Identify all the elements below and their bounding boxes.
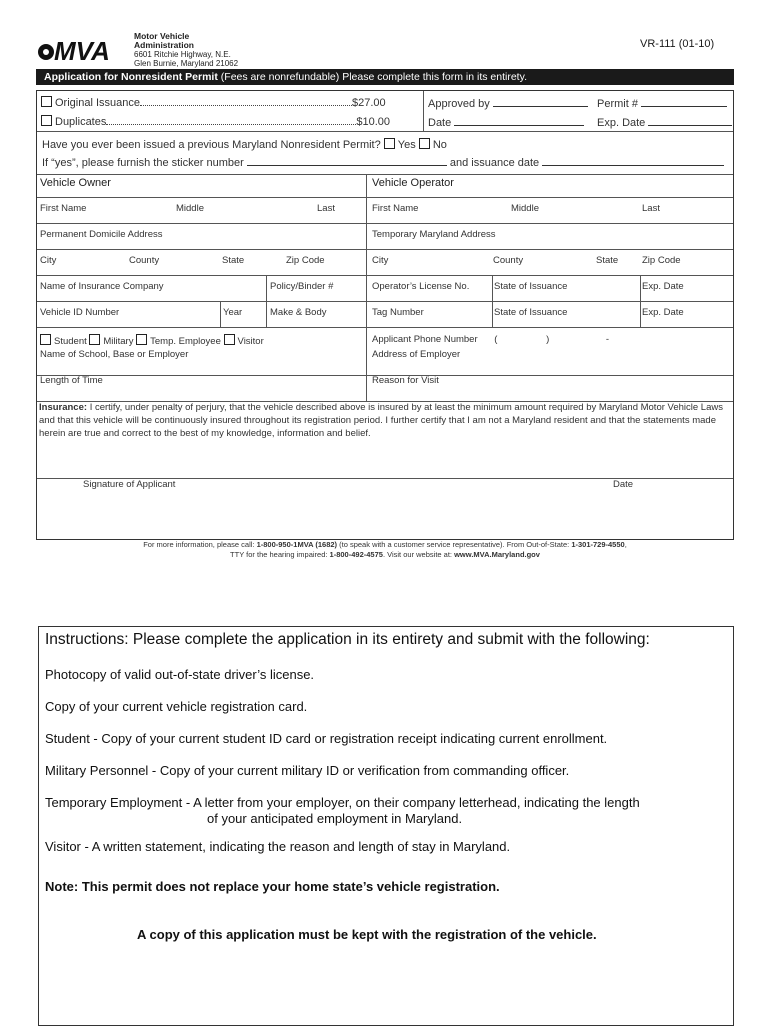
contact-footnote: For more information, please call: 1-800-950-1MVA (1682) (to speak with a customer service representative). From Out-of-State: 1-301-729-4550, TTY for the hearing impaired: 1-800-492-4575. Visit our website at: www.MVA.Maryland.gov: [143, 540, 627, 559]
org-address-2: Glen Burnie, Maryland 21062: [134, 59, 239, 68]
vehicle-operator-heading: Vehicle Operator: [372, 177, 454, 189]
owner-middle-name[interactable]: Middle: [176, 203, 204, 214]
duplicates-fee: $10.00: [356, 116, 391, 128]
operator-zip[interactable]: Zip Code: [642, 255, 681, 266]
operator-temp-address[interactable]: Temporary Maryland Address: [372, 229, 496, 240]
signature-field[interactable]: Signature of Applicant: [83, 479, 176, 490]
website-link[interactable]: www.MVA.Maryland.gov: [454, 550, 540, 559]
operator-county[interactable]: County: [493, 255, 524, 266]
operator-first-name[interactable]: First Name: [372, 203, 419, 214]
instr-temp-employment: Temporary Employment - A letter from your employer, on their company letterhead, indicating the length: [45, 795, 640, 810]
yes-checkbox[interactable]: [384, 138, 395, 149]
vehicle-owner-heading: Vehicle Owner: [40, 177, 111, 189]
vehicle-year[interactable]: Year: [223, 307, 243, 318]
instr-visitor: Visitor - A written statement, indicating the reason and length of stay in Maryland.: [45, 839, 511, 854]
length-of-time[interactable]: Length of Time: [40, 375, 103, 386]
owner-last-name[interactable]: Last: [317, 203, 335, 214]
original-issuance-option[interactable]: [41, 96, 386, 109]
org-address-1: 6601 Ritchie Highway, N.E.: [134, 50, 231, 59]
original-checkbox[interactable]: [41, 96, 52, 107]
insurance-company[interactable]: Name of Insurance Company: [40, 281, 164, 292]
signature-date[interactable]: Date: [613, 479, 634, 490]
org-name: Motor Vehicle Administration: [134, 31, 194, 50]
temp-employee-checkbox[interactable]: [136, 334, 147, 345]
operator-middle-name[interactable]: Middle: [511, 203, 539, 214]
owner-county[interactable]: County: [129, 255, 160, 266]
phone-tty: 1-800-492-4575: [329, 550, 383, 559]
mva-logo: [36, 36, 132, 64]
license-exp-date[interactable]: Exp. Date: [642, 281, 684, 292]
tag-exp-date[interactable]: Exp. Date: [642, 307, 684, 318]
operator-license-no[interactable]: Operator’s License No.: [372, 281, 470, 292]
title-rest: (Fees are nonrefundable) Please complete this form in its entirety.: [220, 71, 527, 83]
student-checkbox[interactable]: [40, 334, 51, 345]
duplicates-checkbox[interactable]: [41, 115, 52, 126]
owner-city[interactable]: City: [40, 255, 57, 266]
form-number: VR-111 (01-10): [640, 38, 715, 50]
license-state-issuance[interactable]: State of Issuance: [494, 281, 568, 292]
instr-student: Student - Copy of your current student ID card or registration receipt indicating current enrollment.: [45, 731, 608, 746]
tag-state-issuance[interactable]: State of Issuance: [494, 307, 568, 318]
duplicates-label: Duplicates: [55, 116, 107, 128]
duplicates-option[interactable]: [41, 115, 390, 128]
employer-address[interactable]: Address of Employer: [372, 349, 461, 360]
owner-first-name[interactable]: First Name: [40, 203, 87, 214]
insurance-label: Insurance:: [39, 402, 88, 413]
owner-zip[interactable]: Zip Code: [286, 255, 325, 266]
permit-number-field[interactable]: Permit #: [597, 97, 727, 110]
visitor-checkbox[interactable]: [224, 334, 235, 345]
vehicle-id-number[interactable]: Vehicle ID Number: [40, 307, 120, 318]
tag-number[interactable]: Tag Number: [372, 307, 424, 318]
office-exp-date-field[interactable]: Exp. Date: [597, 116, 732, 129]
original-fee: $27.00: [352, 97, 386, 109]
make-body[interactable]: Make & Body: [270, 307, 327, 318]
operator-city[interactable]: City: [372, 255, 389, 266]
instr-license: Photocopy of valid out-of-state driver’s license.: [45, 667, 315, 682]
applicant-phone[interactable]: Applicant Phone Number ( ) -: [372, 334, 610, 345]
instructions-box: [38, 626, 734, 1026]
org-block: [134, 32, 246, 68]
approved-by-field[interactable]: Approved by: [428, 97, 588, 110]
phone-main: 1-800-950-1MVA (1682): [256, 540, 338, 549]
sticker-number-field[interactable]: If “yes”, please furnish the sticker number and issuance date: [42, 156, 724, 169]
title-bold: Application for Nonresident Permit: [44, 71, 218, 83]
original-label: Original Issuance: [55, 97, 140, 109]
office-date-field[interactable]: Date: [428, 116, 584, 129]
category-options: Student Military Temp. Employee Visitor: [40, 334, 264, 347]
school-base-employer[interactable]: Name of School, Base or Employer: [40, 349, 189, 360]
instr-note: Note: This permit does not replace your home state’s vehicle registration.: [45, 879, 500, 894]
phone-out-of-state: 1-301-729-4550: [571, 540, 625, 549]
mva-header: [36, 31, 246, 68]
insurance-certification: [39, 401, 733, 440]
instr-copy-notice: A copy of this application must be kept with the registration of the vehicle.: [137, 927, 597, 942]
previous-permit-question: Have you ever been issued a previous Maryland Nonresident Permit? Yes No: [42, 139, 447, 151]
insurance-text: I certify, under penalty of perjury, that the vehicle described above is insured by at least the minimum amount required by Maryland Motor Vehicle Laws and that this vehicle will be continuously insured throughout its registration period. I further certify that I am not a Maryland resident and that the statements made herein are true and correct to the best of my knowledge, information and belief.: [39, 402, 723, 439]
title-bar: [36, 69, 734, 85]
instructions-title: Instructions: Please complete the application in its entirety and submit with the following:: [45, 631, 650, 648]
policy-binder[interactable]: Policy/Binder #: [270, 281, 334, 292]
instr-registration: Copy of your current vehicle registration card.: [45, 699, 308, 714]
no-checkbox[interactable]: [419, 138, 430, 149]
owner-state[interactable]: State: [222, 255, 245, 266]
operator-state[interactable]: State: [596, 255, 619, 266]
instr-temp-employment-2: of your anticipated employment in Maryland.: [207, 811, 463, 826]
operator-last-name[interactable]: Last: [642, 203, 660, 214]
logo-text: MVA: [54, 36, 110, 64]
instr-military: Military Personnel - Copy of your current military ID or verification from commanding officer.: [45, 763, 570, 778]
military-checkbox[interactable]: [89, 334, 100, 345]
owner-domicile-address[interactable]: Permanent Domicile Address: [40, 229, 163, 240]
application-form: [36, 90, 734, 540]
reason-for-visit[interactable]: Reason for Visit: [372, 375, 439, 386]
